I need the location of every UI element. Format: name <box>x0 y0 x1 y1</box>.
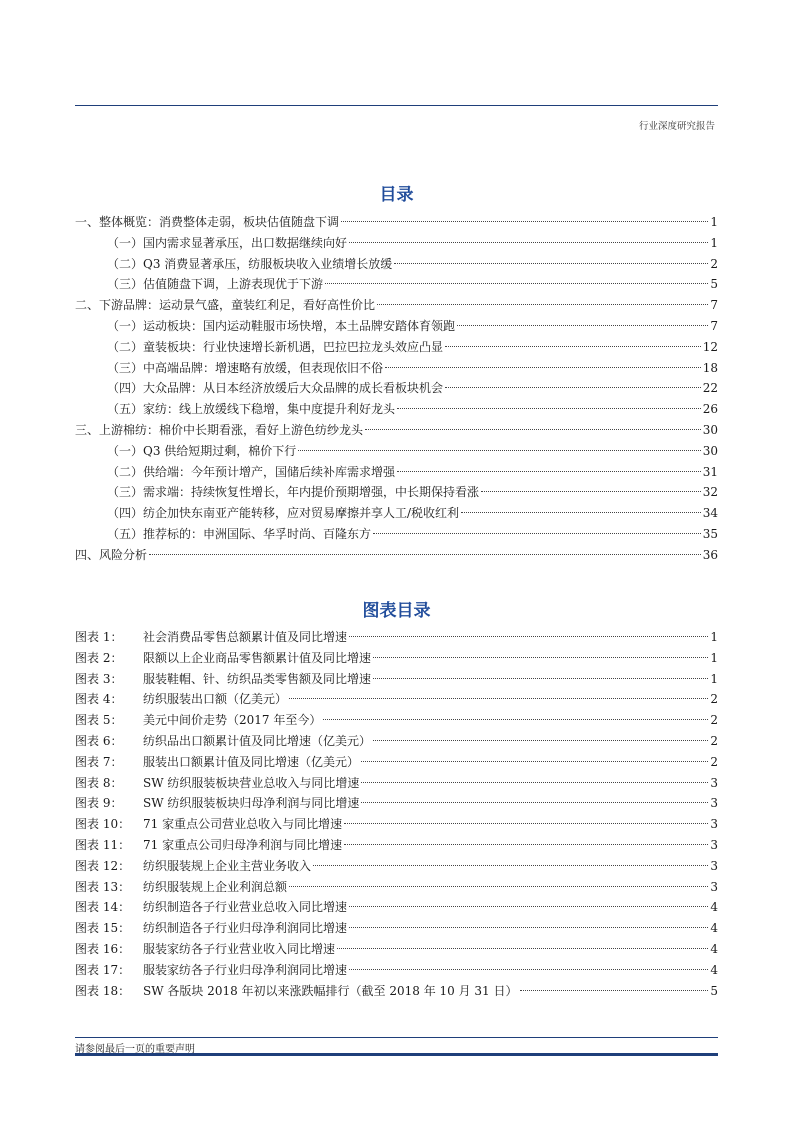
toc-entry-label: 二、下游品牌：运动景气盛，童装红利足，看好高性价比 <box>75 298 376 312</box>
toc-entry-label: （三）需求端：持续恢复性增长，年内提价预期增强，中长期保持看涨 <box>107 485 480 499</box>
dot-leader <box>365 429 701 430</box>
toc-entry-page: 30 <box>702 444 718 458</box>
figure-entry-page: 4 <box>710 942 718 956</box>
toc-entry[interactable] <box>107 255 718 273</box>
figure-entry-label: 服装出口额累计值及同比增速（亿美元） <box>143 755 360 769</box>
toc-entry-label: （五）推荐标的：申洲国际、华孚时尚、百隆东方 <box>107 527 372 541</box>
dot-leader <box>361 761 708 762</box>
figure-entry-number: 图表 11： <box>75 838 131 852</box>
figure-entry-label: 纺织服装出口额（亿美元） <box>143 692 288 706</box>
figure-entry-number: 图表 2： <box>75 651 123 665</box>
dot-leader <box>373 657 708 658</box>
figure-entry-number: 图表 4： <box>75 692 123 706</box>
dot-leader <box>349 242 708 243</box>
toc-entry-page: 18 <box>702 361 718 375</box>
toc-entry-label: （四）纺企加快东南亚产能转移，应对贸易摩擦并享人工/税收红利 <box>107 506 460 520</box>
dot-leader <box>445 387 701 388</box>
figure-entry[interactable] <box>75 898 718 916</box>
figure-entry-number: 图表 16： <box>75 942 131 956</box>
figure-entry-number: 图表 12： <box>75 859 131 873</box>
toc-entry-label: （三）估值随盘下调，上游表现优于下游 <box>107 277 324 291</box>
toc-entry[interactable] <box>107 525 718 543</box>
dot-leader <box>325 283 708 284</box>
figure-entry-page: 1 <box>710 672 718 686</box>
toc-entry[interactable] <box>107 463 718 481</box>
toc-entry-page: 7 <box>710 298 718 312</box>
dot-leader <box>373 678 708 679</box>
toc-entry-label: （二）供给端：今年预计增产，国储后续补库需求增强 <box>107 465 396 479</box>
dot-leader <box>349 906 708 907</box>
figure-entry-label: SW 纺织服装板块归母净利润与同比增速 <box>143 796 360 810</box>
dot-leader <box>313 865 708 866</box>
dot-leader <box>385 367 701 368</box>
figure-entry-label: 美元中间价走势（2017 年至今） <box>143 713 322 727</box>
dot-leader <box>349 927 708 928</box>
dot-leader <box>377 304 708 305</box>
figure-entry-label: 71 家重点公司营业总收入与同比增速 <box>143 817 343 831</box>
dot-leader <box>461 512 701 513</box>
dot-leader <box>344 823 708 824</box>
toc-entry-page: 36 <box>702 548 718 562</box>
dot-leader <box>373 533 701 534</box>
figure-entry-label: 71 家重点公司归母净利润与同比增速 <box>143 838 343 852</box>
figure-entry-page: 5 <box>710 984 718 998</box>
dot-leader <box>289 886 708 887</box>
figure-entry-page: 3 <box>710 859 718 873</box>
figure-entry-label: 社会消费品零售总额累计值及同比增速 <box>143 630 348 644</box>
figure-entry[interactable] <box>75 982 718 1000</box>
toc-entry-page: 5 <box>710 277 718 291</box>
footer-rule-thin <box>75 1037 718 1038</box>
figure-entry[interactable] <box>75 774 718 792</box>
figure-entry-page: 1 <box>710 651 718 665</box>
figure-entry[interactable] <box>75 815 718 833</box>
toc-entry[interactable] <box>107 275 718 293</box>
toc-entry-label: 三、上游棉纺：棉价中长期看涨，看好上游色纺纱龙头 <box>75 423 364 437</box>
figure-entry-page: 3 <box>710 776 718 790</box>
toc-entry-label: （一）运动板块：国内运动鞋服市场快增，本土品牌安踏体育领跑 <box>107 319 456 333</box>
toc-entry[interactable] <box>107 338 718 356</box>
dot-leader <box>344 844 708 845</box>
figure-entry[interactable] <box>75 628 718 646</box>
dot-leader <box>149 554 701 555</box>
dot-leader <box>445 346 701 347</box>
figure-entry-number: 图表 7： <box>75 755 123 769</box>
figure-entry-number: 图表 3： <box>75 672 123 686</box>
figure-entry-page: 2 <box>710 734 718 748</box>
figure-entry-label: 纺织制造各子行业归母净利润同比增速 <box>143 921 348 935</box>
toc-entry-page: 26 <box>702 402 718 416</box>
toc-entry[interactable] <box>107 504 718 522</box>
figure-entry-page: 2 <box>710 713 718 727</box>
toc-entry-page: 34 <box>702 506 718 520</box>
toc-entry[interactable] <box>107 359 718 377</box>
figure-entry-number: 图表 1： <box>75 630 123 644</box>
figure-entry-label: 纺织服装规上企业主营业务收入 <box>143 859 312 873</box>
figure-entry-number: 图表 5： <box>75 713 123 727</box>
toc-entry-label: （一）国内需求显著承压，出口数据继续向好 <box>107 236 348 250</box>
figure-entry-number: 图表 9： <box>75 796 123 810</box>
toc-entry-page: 1 <box>710 215 718 229</box>
figure-entry-label: 服装家纺各子行业归母净利润同比增速 <box>143 963 348 977</box>
figure-entry[interactable] <box>75 794 718 812</box>
header-rule <box>75 105 718 106</box>
dot-leader <box>298 450 700 451</box>
toc-entry-page: 1 <box>710 236 718 250</box>
figure-entry-page: 3 <box>710 838 718 852</box>
toc-entry-page: 35 <box>702 527 718 541</box>
toc-entry[interactable] <box>75 213 718 231</box>
toc-entry-label: （二）Q3 消费显著承压，纺服板块收入业绩增长放缓 <box>107 257 393 271</box>
toc-entry[interactable] <box>75 296 718 314</box>
figure-entry-page: 1 <box>710 630 718 644</box>
figure-entry-label: 限额以上企业商品零售额累计值及同比增速 <box>143 651 372 665</box>
dot-leader <box>349 969 708 970</box>
figure-entry-number: 图表 10： <box>75 817 131 831</box>
figure-entry-page: 4 <box>710 963 718 977</box>
dot-leader <box>361 802 708 803</box>
figure-entry-number: 图表 8： <box>75 776 123 790</box>
dot-leader <box>349 636 708 637</box>
figure-entry[interactable] <box>75 649 718 667</box>
figure-entry-number: 图表 6： <box>75 734 123 748</box>
dot-leader <box>397 471 701 472</box>
toc-entry-page: 30 <box>702 423 718 437</box>
toc-entry-label: （五）家纺：线上放缓线下稳增，集中度提升利好龙头 <box>107 402 396 416</box>
dot-leader <box>337 948 708 949</box>
figure-entry-page: 3 <box>710 817 718 831</box>
dot-leader <box>481 491 701 492</box>
toc-entry[interactable] <box>107 442 718 460</box>
figure-entry-number: 图表 13： <box>75 880 131 894</box>
toc-entry-label: 一、整体概览：消费整体走弱，板块估值随盘下调 <box>75 215 340 229</box>
figure-entry-label: 纺织品出口额累计值及同比增速（亿美元） <box>143 734 372 748</box>
figure-entry[interactable] <box>75 961 718 979</box>
dot-leader <box>341 221 708 222</box>
toc-entry-page: 32 <box>702 485 718 499</box>
dot-leader <box>373 740 708 741</box>
toc-entry-label: 四、风险分析 <box>75 548 148 562</box>
figure-entry-label: SW 各版块 2018 年初以来涨跌幅排行（截至 2018 年 10 月 31 日） <box>143 984 518 998</box>
figure-entry[interactable] <box>75 919 718 937</box>
toc-entry[interactable] <box>107 234 718 252</box>
figure-entry-page: 4 <box>710 900 718 914</box>
toc-entry-label: （二）童装板块：行业快速增长新机遇，巴拉巴拉龙头效应凸显 <box>107 340 444 354</box>
figure-entry[interactable] <box>75 690 718 708</box>
toc-entry-page: 22 <box>702 381 718 395</box>
toc-entry[interactable] <box>107 400 718 418</box>
figure-entry-page: 4 <box>710 921 718 935</box>
toc-entry[interactable] <box>75 546 718 564</box>
report-type-label: 行业深度研究报告 <box>638 121 715 132</box>
toc-entry[interactable] <box>107 379 718 397</box>
dot-leader <box>397 408 701 409</box>
figure-entry[interactable] <box>75 857 718 875</box>
figure-entry-label: 服装家纺各子行业营业收入同比增速 <box>143 942 336 956</box>
figure-entry[interactable] <box>75 732 718 750</box>
figure-entry-page: 2 <box>710 692 718 706</box>
figure-entry[interactable] <box>75 753 718 771</box>
toc-entry[interactable] <box>75 421 718 439</box>
footer-rule-thick <box>75 1053 718 1056</box>
figure-entry-number: 图表 18： <box>75 984 131 998</box>
toc-entry-label: （三）中高端品牌：增速略有放缓，但表现依旧不俗 <box>107 361 384 375</box>
figure-entry[interactable] <box>75 940 718 958</box>
figure-entry-page: 3 <box>710 880 718 894</box>
dot-leader <box>394 263 708 264</box>
figure-entry-number: 图表 15： <box>75 921 131 935</box>
figure-entry[interactable] <box>75 878 718 896</box>
toc-title: 目录 <box>379 185 414 205</box>
figure-entry-label: 纺织制造各子行业营业总收入同比增速 <box>143 900 348 914</box>
figure-entry-number: 图表 14： <box>75 900 131 914</box>
figure-entry[interactable] <box>75 711 718 729</box>
toc-entry-label: （一）Q3 供给短期过剩，棉价下行 <box>107 444 297 458</box>
dot-leader <box>361 782 708 783</box>
figure-entry-number: 图表 17： <box>75 963 131 977</box>
dot-leader <box>457 325 708 326</box>
figure-entry[interactable] <box>75 670 718 688</box>
figure-entry-page: 2 <box>710 755 718 769</box>
figure-entry-label: SW 纺织服装板块营业总收入与同比增速 <box>143 776 360 790</box>
figure-entry[interactable] <box>75 836 718 854</box>
toc-entry-page: 12 <box>702 340 718 354</box>
figure-entry-label: 服装鞋帽、针、纺织品类零售额及同比增速 <box>143 672 372 686</box>
figure-entry-page: 3 <box>710 796 718 810</box>
dot-leader <box>289 698 708 699</box>
toc-entry[interactable] <box>107 317 718 335</box>
dot-leader <box>520 990 709 991</box>
toc-entry-page: 2 <box>710 257 718 271</box>
figure-entry-label: 纺织服装规上企业利润总额 <box>143 880 288 894</box>
toc-entry[interactable] <box>107 483 718 501</box>
disclaimer-note: 请参阅最后一页的重要声明 <box>75 1044 195 1055</box>
toc-entry-page: 7 <box>710 319 718 333</box>
toc-entry-page: 31 <box>702 465 718 479</box>
dot-leader <box>323 719 708 720</box>
toc-entry-label: （四）大众品牌：从日本经济放缓后大众品牌的成长看板块机会 <box>107 381 444 395</box>
figure-list-title: 图表目录 <box>362 601 431 621</box>
